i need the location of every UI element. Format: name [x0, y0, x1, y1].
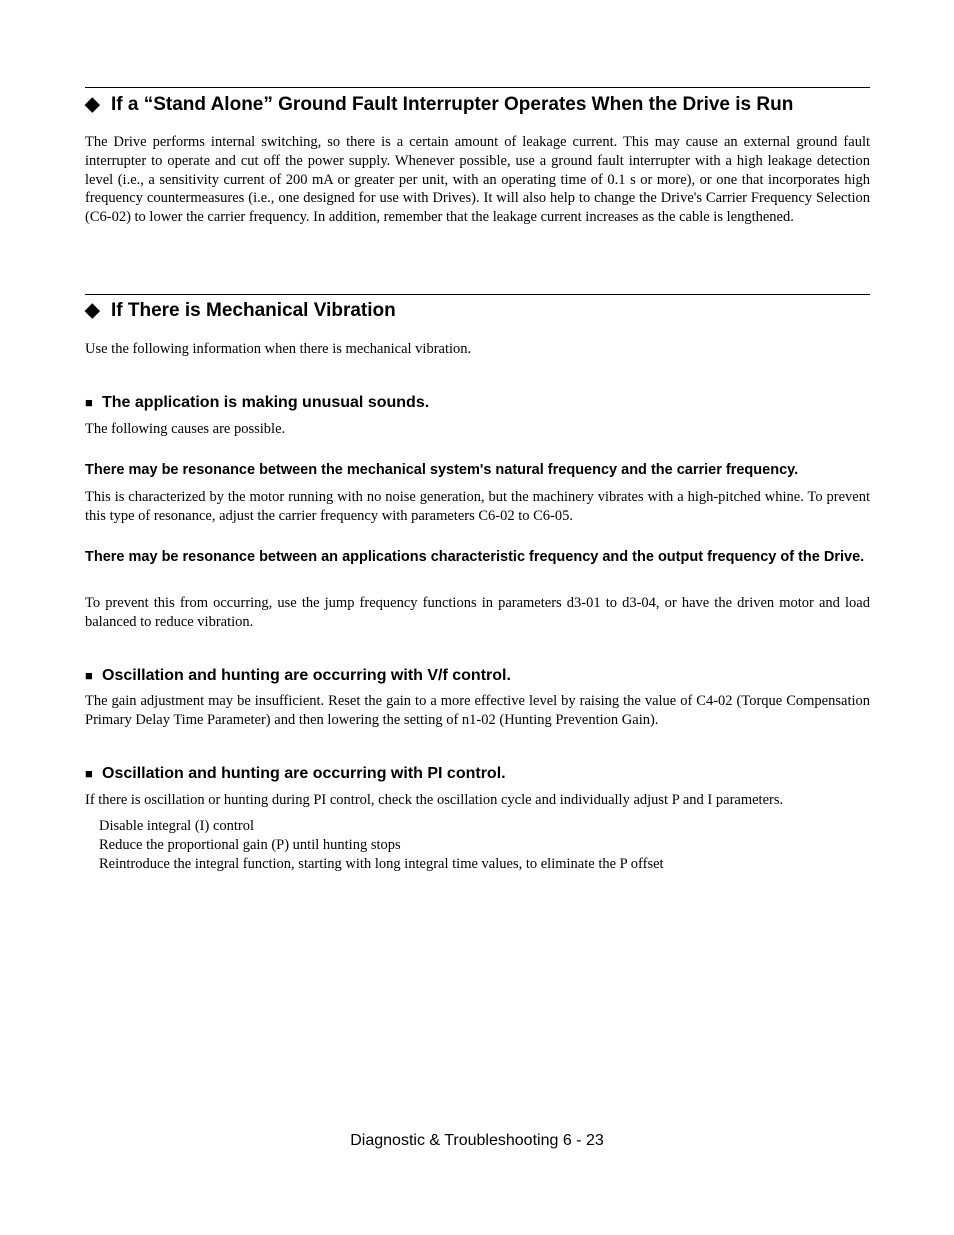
cause-paragraph-output-resonance: To prevent this from occurring, use the jump frequency functions in parameters d3-01 to d3-04, or have the driven motor and load balanced to reduce vibration. [85, 595, 870, 630]
section-divider [85, 87, 870, 88]
vibration-intro: Use the following information when there is mechanical vibration. [85, 341, 472, 357]
page-footer: Diagnostic & Troubleshooting 6 - 23 [350, 1132, 604, 1149]
ground-fault-paragraph: The Drive performs internal switching, so there is a certain amount of leakage current. This may cause an external ground fault interrupter to operate and cut off the power supply. Whenever possible, use a ground fault interrupter with a high leakage detection level (i.e., a sensitivity current of 200 mA or greater per unit, with an operating time of 0.1 s or more), or one that incorporates high frequency countermeasures (i.e., one designed for use with Drives). It will also help to change the Drive's Carrier Frequency Selection (C6-02) to lower the carrier frequency. In addition, remember that the leakage current increases as the cable is lengthened. [85, 134, 870, 226]
square-bullet-icon: ■ [85, 395, 93, 410]
section-divider [85, 294, 870, 295]
pi-adjustment-steps [99, 817, 869, 873]
subheading-pi-control [85, 764, 875, 783]
causes-intro: The following causes are possible. [85, 421, 286, 437]
vf-control-paragraph: The gain adjustment may be insufficient. Reset the gain to a more effective level by raising the value of C4-02 (Torque Compensation Primary Delay Time Parameter) and then lowering the setting of n1-02 (Hunting Prevention Gain). [85, 693, 870, 728]
square-bullet-icon: ■ [85, 766, 93, 781]
pi-control-paragraph: If there is oscillation or hunting during PI control, check the oscillation cycle and individually adjust P and I parameters. [85, 792, 784, 808]
list-item: Reduce the proportional gain (P) until hunting stops [99, 836, 401, 853]
subheading-text: Oscillation and hunting are occurring with PI control. [102, 765, 506, 782]
section-heading-text: If a “Stand Alone” Ground Fault Interrupter Operates When the Drive is Run [111, 94, 794, 115]
cause-heading-output-resonance: There may be resonance between an applications characteristic frequency and the output frequency of the Drive. [85, 549, 865, 565]
diamond-bullet-icon: ◆ [85, 94, 100, 115]
subheading-text: Oscillation and hunting are occurring with V/f control. [102, 667, 511, 684]
subheading-text: The application is making unusual sounds. [102, 394, 430, 411]
list-item: Reintroduce the integral function, starting with long integral time values, to eliminate the P offset [99, 855, 664, 872]
diamond-bullet-icon: ◆ [85, 300, 100, 321]
subheading-unusual-sounds [85, 393, 875, 412]
section-heading-text: If There is Mechanical Vibration [111, 300, 396, 321]
subheading-vf-control [85, 666, 875, 685]
section-heading-mechanical-vibration [85, 300, 875, 322]
cause-heading-carrier-resonance: There may be resonance between the mechanical system's natural frequency and the carrier frequency. [85, 462, 799, 478]
list-item: Disable integral (I) control [99, 818, 255, 834]
square-bullet-icon: ■ [85, 668, 93, 683]
cause-paragraph-carrier-resonance: This is characterized by the motor running with no noise generation, but the machinery vibrates with a high-pitched whine. To prevent this type of resonance, adjust the carrier frequency with parameters C6-02 to C6-05. [85, 489, 870, 524]
section-heading-ground-fault [85, 94, 875, 116]
